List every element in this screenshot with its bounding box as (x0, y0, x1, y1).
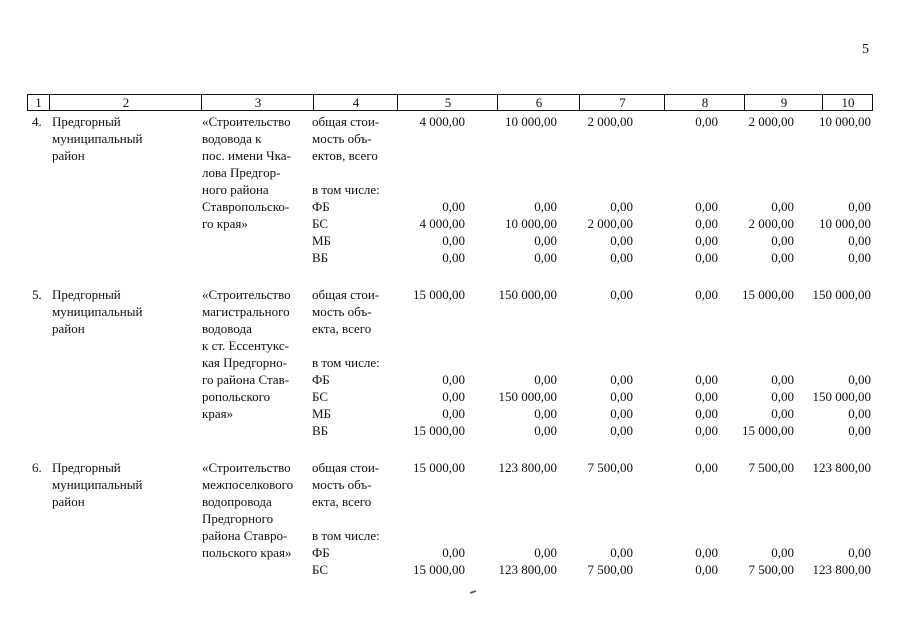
subtotal-value: 0,00 (442, 372, 465, 387)
total-value: 10 000,00 (819, 114, 871, 129)
subtotal-value: 0,00 (771, 250, 794, 265)
subtotal-value: 10 000,00 (819, 216, 871, 231)
header-cell: 3 (201, 95, 314, 110)
total-value: 15 000,00 (742, 287, 794, 302)
object-line: кая Предгорно- (202, 355, 288, 370)
header-cell: 6 (497, 95, 580, 110)
subtotal-value: 0,00 (534, 406, 557, 421)
subtotal-value: 150 000,00 (812, 389, 871, 404)
header-cell: 2 (49, 95, 202, 110)
subtotal-value: 0,00 (771, 406, 794, 421)
subtotal-value: 0,00 (695, 389, 718, 404)
total-value: 4 000,00 (419, 114, 465, 129)
subtotal-value: 0,00 (610, 389, 633, 404)
district-line: Предгорный (52, 460, 121, 475)
description-line: мость объ- (312, 304, 372, 319)
subtotal-value: 0,00 (695, 562, 718, 577)
subtotal-value: 0,00 (534, 250, 557, 265)
object-line: «Строительство (202, 287, 291, 302)
subtotal-value: 15 000,00 (413, 423, 465, 438)
subtotal-value: 0,00 (771, 372, 794, 387)
total-value: 7 500,00 (748, 460, 794, 475)
object-line: района Ставро- (202, 528, 288, 543)
district-line: муниципальный (52, 477, 143, 492)
header-cell: 10 (822, 95, 873, 110)
object-line: к ст. Ессентукс- (202, 338, 290, 353)
subtotal-value: 4 000,00 (419, 216, 465, 231)
subtotal-value: 15 000,00 (742, 423, 794, 438)
subtotal-value: 0,00 (695, 423, 718, 438)
subtotal-value: 0,00 (534, 423, 557, 438)
object-line: водовода (202, 321, 252, 336)
total-value: 0,00 (610, 287, 633, 302)
subtotal-value: 0,00 (771, 199, 794, 214)
description-line: ВБ (312, 250, 329, 265)
row-number: 6. (32, 460, 42, 475)
subtotal-value: 2 000,00 (748, 216, 794, 231)
description-line: ектов, всего (312, 148, 378, 163)
subtotal-value: 0,00 (610, 545, 633, 560)
district-line: район (52, 321, 85, 336)
subtotal-value: 0,00 (695, 372, 718, 387)
object-line: «Строительство (202, 114, 291, 129)
description-line: БС (312, 562, 329, 577)
subtotal-value: 10 000,00 (505, 216, 557, 231)
description-line: БС (312, 389, 329, 404)
subtotal-value: 0,00 (610, 372, 633, 387)
description-line: в том числе: (312, 528, 380, 543)
object-line: межпоселкового (202, 477, 294, 492)
description-line: ФБ (312, 372, 330, 387)
object-line: водопровода (202, 494, 272, 509)
total-value: 150 000,00 (812, 287, 871, 302)
description-line: мость объ- (312, 131, 372, 146)
description-line: общая стои- (312, 287, 380, 302)
total-value: 2 000,00 (587, 114, 633, 129)
description-line: общая стои- (312, 114, 380, 129)
description-line: БС (312, 216, 329, 231)
object-line: водовода к (202, 131, 262, 146)
district-line: муниципальный (52, 131, 143, 146)
description-line: МБ (312, 233, 332, 248)
total-value: 123 800,00 (498, 460, 557, 475)
description-line: общая стои- (312, 460, 380, 475)
subtotal-value: 0,00 (442, 406, 465, 421)
district-line: район (52, 148, 85, 163)
scan-mark (470, 590, 476, 594)
subtotal-value: 0,00 (695, 216, 718, 231)
subtotal-value: 0,00 (771, 545, 794, 560)
object-line: лова Предгор- (202, 165, 281, 180)
description-line: ФБ (312, 545, 330, 560)
object-line: края» (202, 406, 234, 421)
subtotal-value: 0,00 (695, 406, 718, 421)
header-cell: 8 (664, 95, 745, 110)
total-value: 0,00 (695, 114, 718, 129)
subtotal-value: 0,00 (848, 233, 871, 248)
description-line: МБ (312, 406, 332, 421)
total-value: 0,00 (695, 460, 718, 475)
subtotal-value: 0,00 (610, 423, 633, 438)
description-line: екта, всего (312, 494, 372, 509)
subtotal-value: 0,00 (848, 250, 871, 265)
subtotal-value: 0,00 (534, 233, 557, 248)
object-line: Ставропольско- (202, 199, 290, 214)
total-value: 15 000,00 (413, 460, 465, 475)
object-line: ропольского (202, 389, 271, 404)
subtotal-value: 0,00 (848, 545, 871, 560)
subtotal-value: 0,00 (534, 545, 557, 560)
district-line: район (52, 494, 85, 509)
header-cell: 1 (35, 95, 42, 110)
description-line: екта, всего (312, 321, 372, 336)
description-line: ВБ (312, 423, 329, 438)
subtotal-value: 0,00 (771, 389, 794, 404)
subtotal-value: 123 800,00 (812, 562, 871, 577)
subtotal-value: 0,00 (848, 372, 871, 387)
subtotal-value: 0,00 (534, 372, 557, 387)
subtotal-value: 0,00 (442, 199, 465, 214)
object-line: го края» (202, 216, 248, 231)
description-line: ФБ (312, 199, 330, 214)
page-number: 5 (862, 42, 869, 57)
subtotal-value: 0,00 (442, 250, 465, 265)
total-value: 7 500,00 (587, 460, 633, 475)
subtotal-value: 0,00 (771, 233, 794, 248)
object-line: «Строительство (202, 460, 291, 475)
total-value: 15 000,00 (413, 287, 465, 302)
header-cell: 5 (397, 95, 498, 110)
header-cell: 4 (313, 95, 398, 110)
description-line: мость объ- (312, 477, 372, 492)
header-cell: 9 (744, 95, 823, 110)
district-line: муниципальный (52, 304, 143, 319)
subtotal-value: 0,00 (695, 199, 718, 214)
object-line: магистрального (202, 304, 290, 319)
subtotal-value: 0,00 (695, 545, 718, 560)
subtotal-value: 0,00 (610, 233, 633, 248)
object-line: пос. имени Чка- (202, 148, 291, 163)
total-value: 0,00 (695, 287, 718, 302)
subtotal-value: 0,00 (442, 545, 465, 560)
subtotal-value: 0,00 (848, 423, 871, 438)
district-line: Предгорный (52, 114, 121, 129)
subtotal-value: 7 500,00 (748, 562, 794, 577)
subtotal-value: 2 000,00 (587, 216, 633, 231)
subtotal-value: 0,00 (848, 406, 871, 421)
subtotal-value: 0,00 (610, 250, 633, 265)
subtotal-value: 0,00 (695, 233, 718, 248)
subtotal-value: 0,00 (848, 199, 871, 214)
object-line: ного района (202, 182, 269, 197)
subtotal-value: 0,00 (442, 233, 465, 248)
subtotal-value: 0,00 (534, 199, 557, 214)
subtotal-value: 15 000,00 (413, 562, 465, 577)
header-cell: 7 (579, 95, 665, 110)
object-line: го района Став- (202, 372, 290, 387)
subtotal-value: 0,00 (695, 250, 718, 265)
total-value: 123 800,00 (812, 460, 871, 475)
table-header (27, 94, 873, 111)
description-line: в том числе: (312, 355, 380, 370)
row-number: 5. (32, 287, 42, 302)
subtotal-value: 0,00 (610, 199, 633, 214)
total-value: 2 000,00 (748, 114, 794, 129)
subtotal-value: 0,00 (610, 406, 633, 421)
subtotal-value: 0,00 (442, 389, 465, 404)
subtotal-value: 150 000,00 (498, 389, 557, 404)
district-line: Предгорный (52, 287, 121, 302)
total-value: 10 000,00 (505, 114, 557, 129)
subtotal-value: 7 500,00 (587, 562, 633, 577)
total-value: 150 000,00 (498, 287, 557, 302)
row-number: 4. (32, 114, 42, 129)
description-line: в том числе: (312, 182, 380, 197)
object-line: Предгорного (202, 511, 274, 526)
object-line: польского края» (202, 545, 292, 560)
subtotal-value: 123 800,00 (498, 562, 557, 577)
